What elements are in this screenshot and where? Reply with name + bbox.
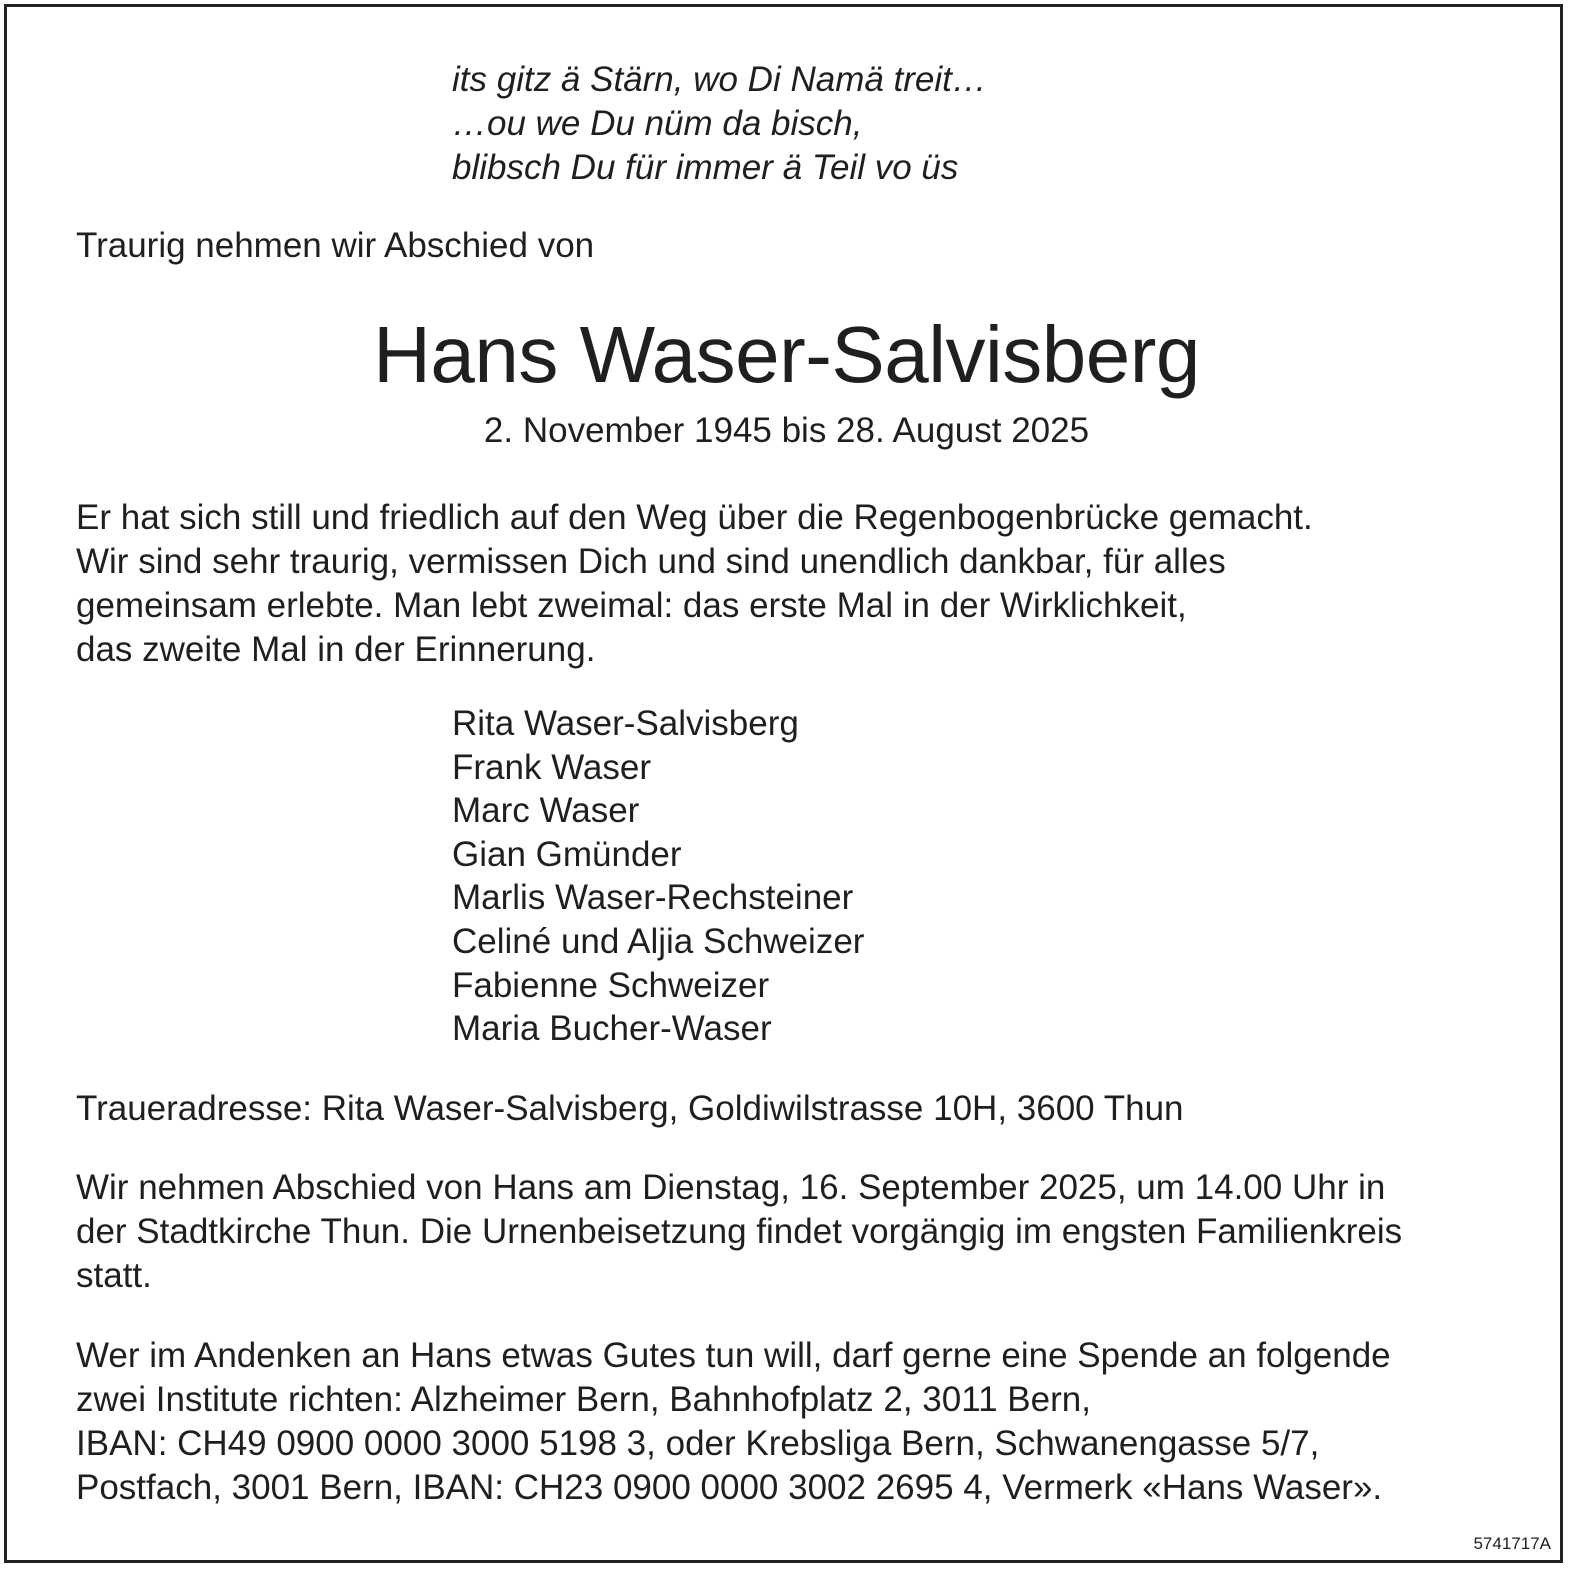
service-line: Wir nehmen Abschied von Hans am Dienstag, 16. September 2025, um 14.00 Uhr in <box>76 1168 1386 1207</box>
message-line: Wir sind sehr traurig, vermissen Dich und sind unendlich dankbar, für alles <box>76 542 1226 581</box>
family-list <box>452 702 864 1051</box>
message-line: Er hat sich still und friedlich auf den Weg über die Regenbogenbrücke gemacht. <box>76 498 1313 537</box>
donation-line: Postfach, 3001 Bern, IBAN: CH23 0900 0000 3002 2695 4, Vermerk «Hans Waser». <box>76 1468 1383 1507</box>
donation-line: IBAN: CH49 0900 0000 3000 5198 3, oder Krebsliga Bern, Schwanengasse 5/7, <box>76 1424 1320 1463</box>
family-member: Frank Waser <box>452 747 652 787</box>
deceased-name: Hans Waser-Salvisberg <box>373 310 1200 399</box>
service-paragraph <box>76 1166 1402 1298</box>
family-member: Celiné und Aljia Schweizer <box>452 921 865 961</box>
poem-line: blibsch Du für immer ä Teil vo üs <box>452 148 959 187</box>
service-line: der Stadtkirche Thun. Die Urnenbeisetzung findet vorgängig im engsten Familienkreis <box>76 1212 1403 1251</box>
family-member: Fabienne Schweizer <box>452 965 770 1005</box>
poem-verse <box>452 58 987 190</box>
reference-code: 5741717A <box>1473 1534 1551 1553</box>
family-member: Gian Gmünder <box>452 834 682 874</box>
intro-text: Traurig nehmen wir Abschied von <box>76 226 595 265</box>
donation-paragraph <box>76 1334 1391 1510</box>
family-member: Rita Waser-Salvisberg <box>452 704 799 743</box>
family-member: Marlis Waser-Rechsteiner <box>452 878 854 918</box>
mourning-address: Traueradresse: Rita Waser-Salvisberg, Goldiwilstrasse 10H, 3600 Thun <box>76 1089 1184 1128</box>
service-line: statt. <box>76 1256 152 1295</box>
message-line: das zweite Mal in der Erinnerung. <box>76 630 596 669</box>
message-line: gemeinsam erlebte. Man lebt zweimal: das erste Mal in der Wirklichkeit, <box>76 586 1187 625</box>
family-member: Marc Waser <box>452 791 640 831</box>
family-member: Maria Bucher-Waser <box>452 1009 772 1049</box>
life-dates: 2. November 1945 bis 28. August 2025 <box>483 411 1090 450</box>
poem-line: its gitz ä Stärn, wo Di Namä treit… <box>452 60 987 99</box>
poem-line: …ou we Du nüm da bisch, <box>452 104 863 143</box>
donation-line: zwei Institute richten: Alzheimer Bern, Bahnhofplatz 2, 3011 Bern, <box>76 1380 1091 1419</box>
message-paragraph <box>76 496 1313 672</box>
donation-line: Wer im Andenken an Hans etwas Gutes tun will, darf gerne eine Spende an folgende <box>76 1336 1391 1375</box>
